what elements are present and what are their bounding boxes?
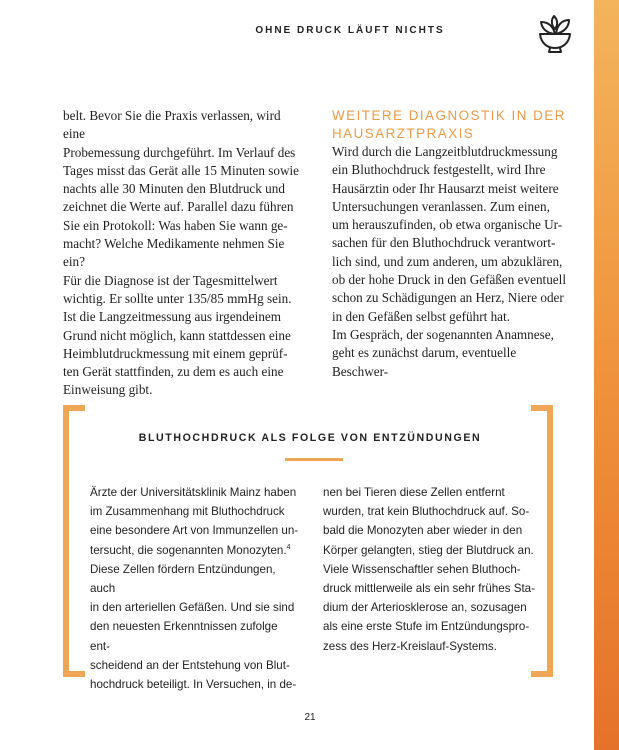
- section-heading-line: HAUSARZTPRAXIS: [332, 125, 475, 141]
- text-line: Grund nicht möglich, kann stattdessen eine: [63, 327, 291, 343]
- box-text-line: Viele Wissenschaftler sehen Bluthoch-: [323, 562, 521, 576]
- text-line: Sie ein Protokoll: Was haben Sie wann ge-: [63, 217, 288, 233]
- box-bracket-left: [63, 405, 85, 677]
- box-text-line: eine besondere Art von Immunzellen un-: [90, 524, 299, 538]
- box-text-line-with-footnote: [90, 541, 300, 560]
- box-text-line: Körper gelangten, stieg der Blutdruck an.: [323, 543, 534, 557]
- text-line: Einweisung gibt.: [63, 382, 153, 398]
- text-line: nachts alle 30 Minuten den Blutdruck und: [63, 181, 285, 197]
- box-text-line: in den arteriellen Gefäßen. Und sie sind: [90, 601, 295, 615]
- box-text-line: hochdruck beteiligt. In Versuchen, in de-: [90, 678, 297, 692]
- section-heading-line: WEITERE DIAGNOSTIK IN DER: [332, 108, 566, 123]
- text-line: ob der hohe Druck in den Gefäßen eventuell: [332, 272, 566, 288]
- info-box-title: BLUTHOCHDRUCK ALS FOLGE VON ENTZÜNDUNGEN: [138, 432, 482, 444]
- text-line: Wird durch die Langzeitblutdruckmessung: [332, 144, 558, 159]
- text-line: Untersuchungen veranlassen. Zum einen,: [332, 198, 550, 214]
- side-color-bar: [594, 0, 619, 750]
- text-line: geht es zunächst darum, eventuelle Beschwer-: [332, 345, 517, 379]
- box-text-line: nen bei Tieren diese Zellen entfernt: [323, 486, 505, 499]
- box-text-line: bald die Monozyten aber wieder in den: [323, 524, 523, 538]
- text-line: schon zu Schädigungen an Herz, Niere oder: [332, 290, 564, 306]
- box-text-line: dium der Arteriosklerose an, sozusagen: [323, 601, 527, 615]
- section-heading: [332, 107, 574, 142]
- box-text-line: Diese Zellen fördern Entzündungen, auch: [90, 562, 276, 596]
- box-text-line: Ärzte der Universitätsklinik Mainz haben: [90, 486, 297, 499]
- text-line: Hausärztin oder Ihr Hausarzt meist weitere: [332, 180, 559, 196]
- box-text-line: wurden, trat kein Bluthochdruck auf. So-: [323, 505, 530, 519]
- text-line: Ist die Langzeitmessung aus irgendeinem: [63, 309, 282, 325]
- text-line: lich sind, und zum anderen, um abzuklären,: [332, 253, 563, 269]
- text-line: Im Gespräch, der sogenannten Anamnese,: [332, 326, 554, 342]
- text-line: sachen für den Bluthochdruck verantwort-: [332, 235, 556, 251]
- info-box-column-right: [323, 483, 536, 656]
- text-line: ein Bluthochdruck festgestellt, wird Ihre: [332, 162, 546, 178]
- text-line: macht? Welche Medikamente nehmen Sie ein?: [63, 236, 285, 270]
- running-head: OHNE DRUCK LÄUFT NICHTS: [255, 25, 445, 36]
- page-number: 21: [304, 712, 316, 723]
- box-text-line: scheidend an der Entstehung von Blut-: [90, 658, 290, 672]
- text-line: Probemessung durchgeführt. Im Verlauf des: [63, 144, 296, 160]
- body-column-left: [63, 107, 303, 400]
- text-line: Für die Diagnose ist der Tagesmittelwert: [63, 272, 278, 288]
- text-line: belt. Bevor Sie die Praxis verlassen, wird eine: [63, 108, 281, 142]
- body-column-right: [332, 107, 574, 381]
- text-line: wichtig. Er sollte unter 135/85 mmHg sein.: [63, 290, 292, 306]
- text-line: Heimblutdruckmessung mit einem geprüf-: [63, 345, 288, 361]
- box-text-line: im Zusammenhang mit Bluthochdruck: [90, 505, 285, 519]
- box-text-line: druck mittlerweile als ein sehr frühes Sta-: [323, 582, 535, 596]
- text-line: Tages misst das Gerät alle 15 Minuten sowie: [63, 162, 300, 178]
- box-text-line: den neuesten Erkenntnissen zufolge ent-: [90, 620, 278, 653]
- info-box-column-left: [90, 483, 300, 694]
- box-text: tersucht, die sogenannten Monozyten.: [90, 543, 287, 557]
- herb-bowl-icon: [534, 12, 576, 54]
- box-text-line: als eine erste Stufe im Entzündungspro-: [323, 620, 530, 634]
- box-text-line: zess des Herz-Kreislauf-Systems.: [323, 639, 497, 653]
- text-line: in den Gefäßen selbst geführt hat.: [332, 308, 510, 324]
- text-line: um herauszufinden, ob etwa organische Ur-: [332, 217, 563, 233]
- info-box-title-underline: [285, 458, 343, 461]
- text-line: ten Gerät stattfinden, zu dem es auch eine: [63, 364, 284, 380]
- text-line: zeichnet die Werte auf. Parallel dazu führen: [63, 199, 294, 215]
- footnote-mark: 4: [286, 543, 291, 551]
